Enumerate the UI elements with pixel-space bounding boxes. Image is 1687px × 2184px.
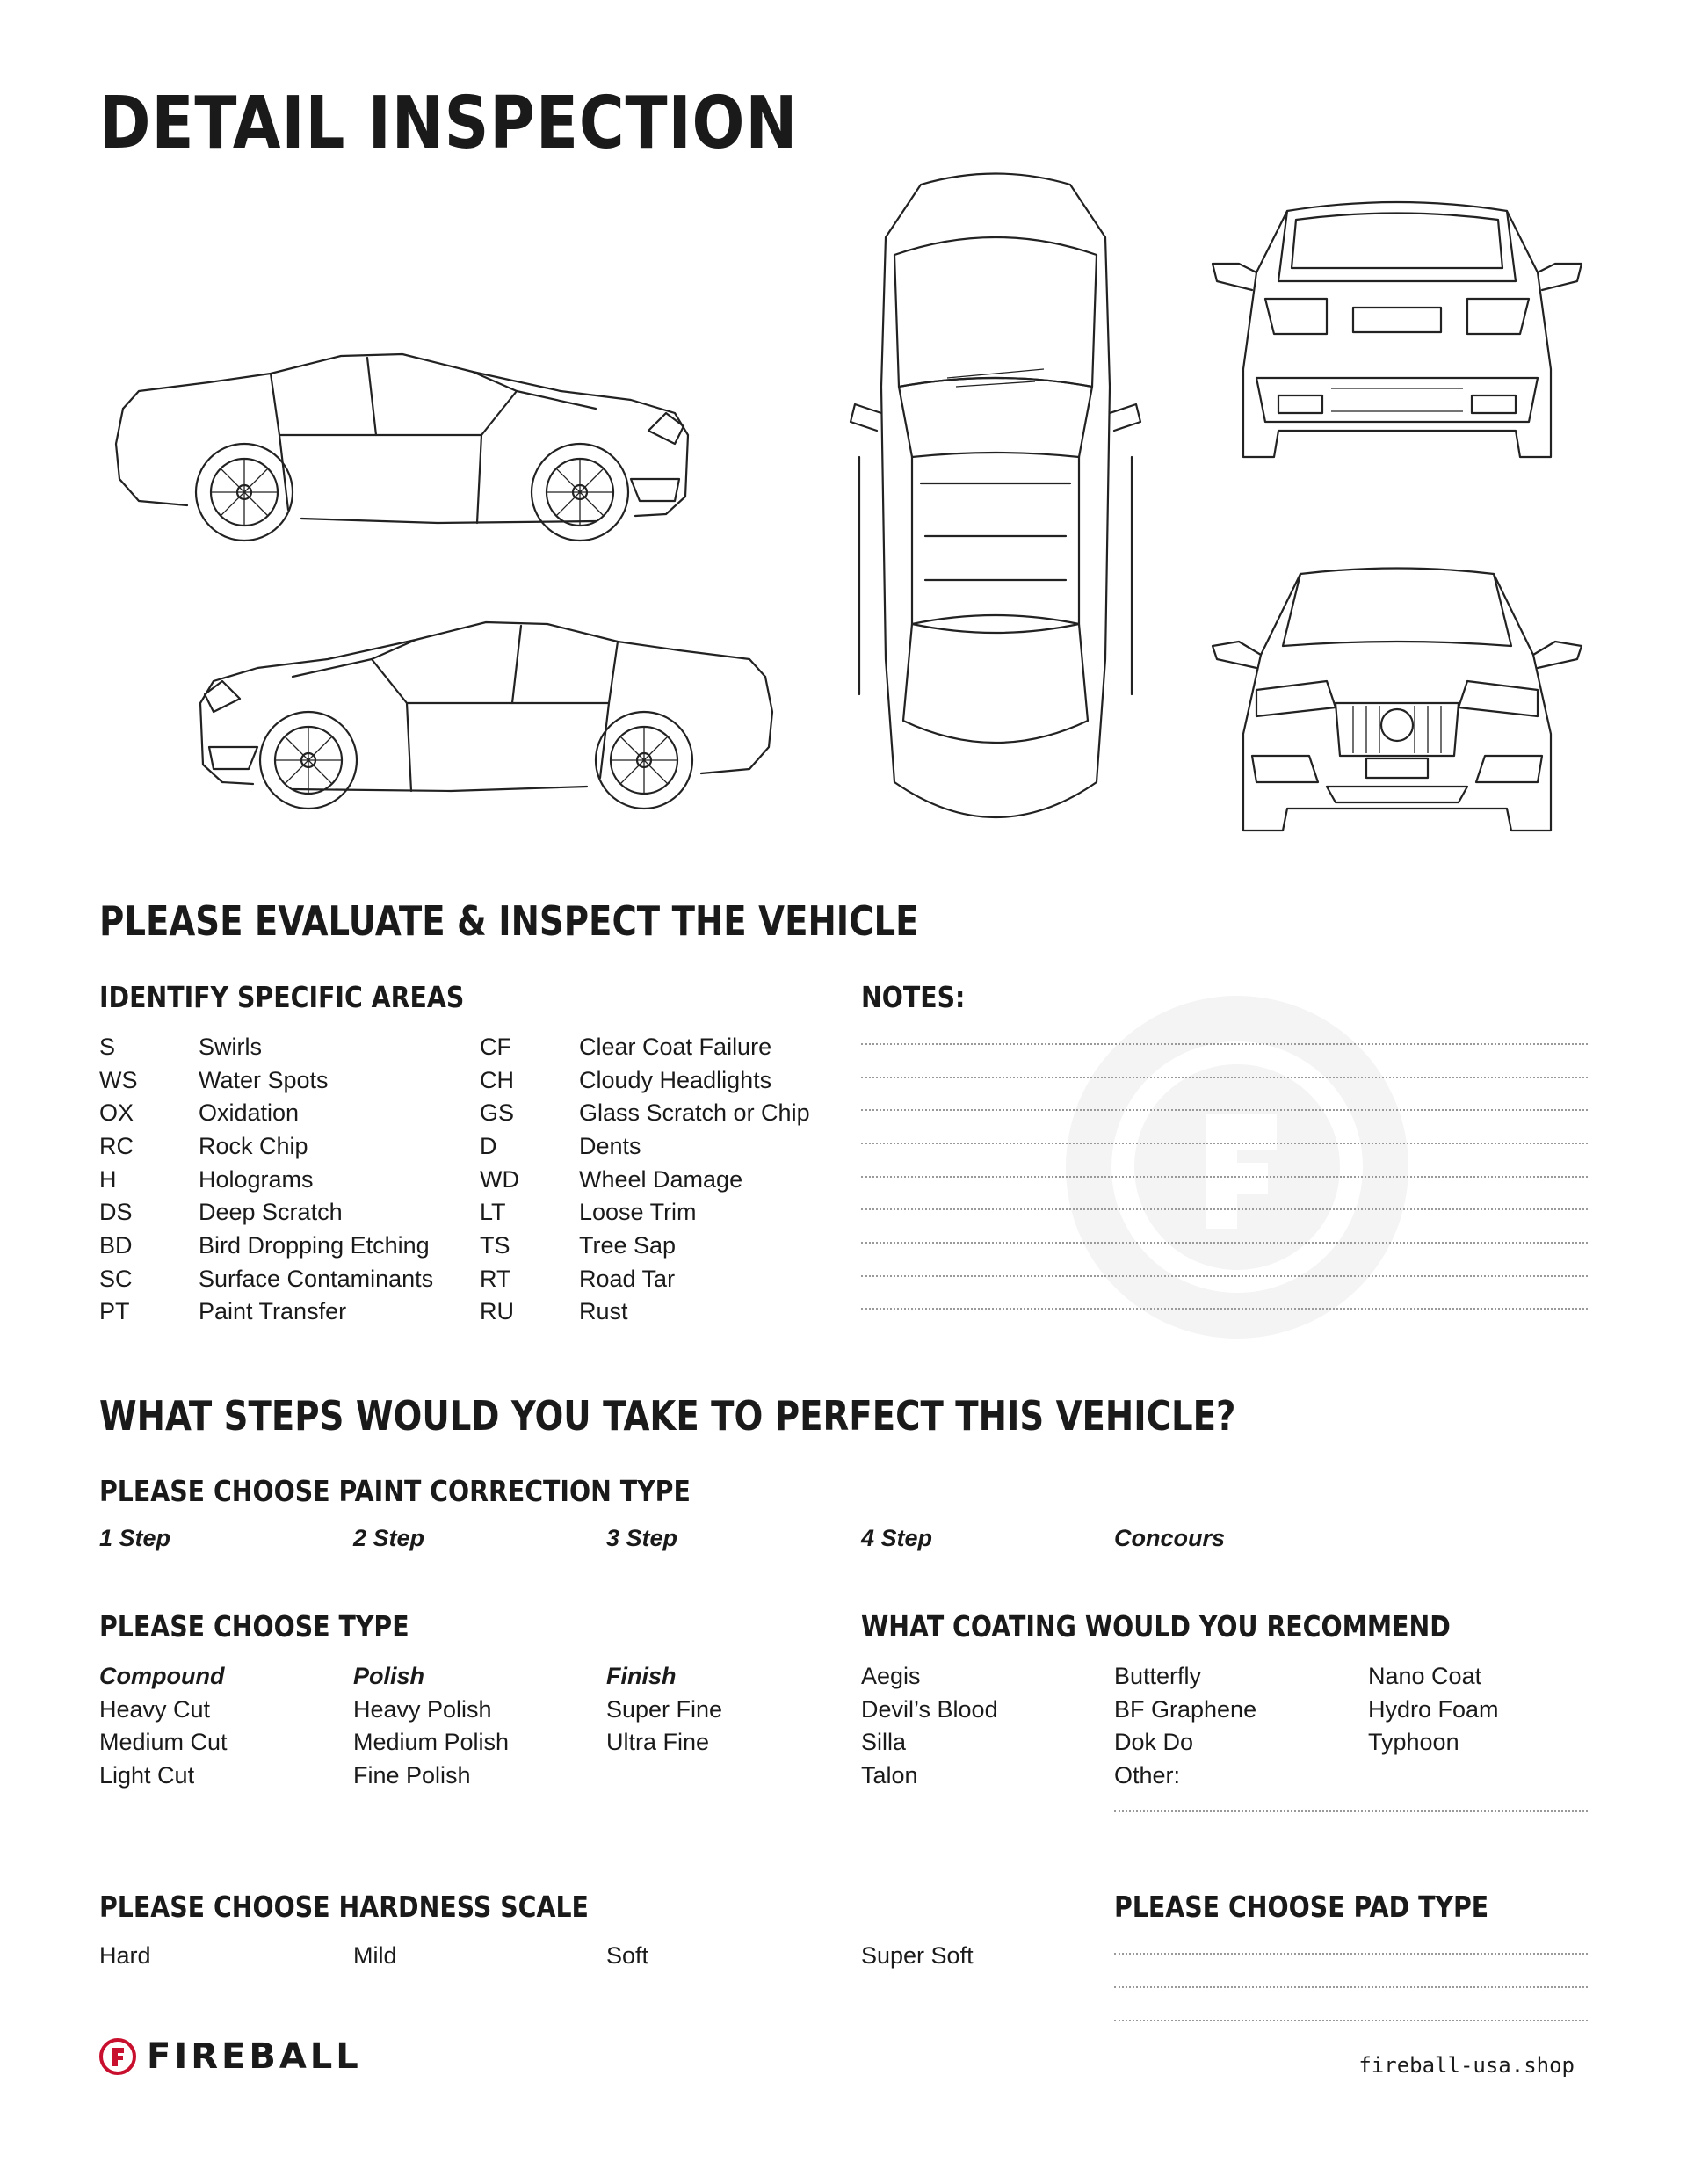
area-code: CH [480, 1067, 514, 1093]
area-code: S [99, 1034, 116, 1060]
hardness-option-mild[interactable]: Mild [353, 1942, 397, 1969]
hardness-heading: PLEASE CHOOSE HARDNESS SCALE [99, 1890, 589, 1924]
area-code: CF [480, 1034, 511, 1060]
notes-line[interactable] [861, 1176, 1588, 1178]
type-column-header: Finish [606, 1663, 677, 1689]
type-option[interactable]: Ultra Fine [606, 1729, 710, 1755]
pad-line[interactable] [1114, 2020, 1588, 2021]
notes-line[interactable] [861, 1308, 1588, 1310]
coating-option[interactable]: BF Graphene [1114, 1696, 1257, 1723]
area-code: PT [99, 1298, 130, 1324]
correction-option-2-step[interactable]: 2 Step [353, 1525, 425, 1551]
type-column-header: Compound [99, 1663, 225, 1689]
steps-heading: WHAT STEPS WOULD YOU TAKE TO PERFECT THIS VEHICLE? [99, 1392, 1236, 1440]
area-code: SC [99, 1266, 133, 1292]
notes-line[interactable] [861, 1109, 1588, 1111]
coating-option[interactable]: Butterfly [1114, 1663, 1202, 1689]
coating-other-label: Other: [1114, 1762, 1181, 1789]
hardness-option-soft[interactable]: Soft [606, 1942, 649, 1969]
evaluate-heading: PLEASE EVALUATE & INSPECT THE VEHICLE [99, 897, 919, 945]
coating-option[interactable]: Hydro Foam [1368, 1696, 1499, 1723]
pad-line[interactable] [1114, 1953, 1588, 1955]
type-heading: PLEASE CHOOSE TYPE [99, 1609, 409, 1643]
correction-option-3-step[interactable]: 3 Step [606, 1525, 678, 1551]
fireball-logo-icon [99, 2038, 136, 2075]
notes-line[interactable] [861, 1208, 1588, 1210]
area-code: WS [99, 1067, 138, 1093]
area-code: D [480, 1133, 497, 1159]
type-option[interactable]: Fine Polish [353, 1762, 471, 1789]
area-code: RT [480, 1266, 511, 1292]
area-code: RU [480, 1298, 514, 1324]
car-side-right-view [104, 347, 785, 558]
area-code: DS [99, 1199, 133, 1225]
notes-heading: NOTES: [861, 980, 966, 1014]
area-label: Bird Dropping Etching [199, 1232, 430, 1259]
area-code: BD [99, 1232, 133, 1259]
car-side-left-view [104, 615, 785, 826]
coating-option[interactable]: Nano Coat [1368, 1663, 1482, 1689]
area-code: GS [480, 1099, 515, 1126]
area-label: Surface Contaminants [199, 1266, 434, 1292]
area-label: Paint Transfer [199, 1298, 347, 1324]
area-label: Rust [579, 1298, 628, 1324]
area-label: Oxidation [199, 1099, 300, 1126]
car-top-view [842, 167, 1149, 844]
type-option[interactable]: Medium Polish [353, 1729, 510, 1755]
car-rear-view [1204, 193, 1590, 466]
areas-heading: IDENTIFY SPECIFIC AREAS [99, 980, 465, 1014]
type-option[interactable]: Medium Cut [99, 1729, 228, 1755]
correction-option-concours[interactable]: Concours [1114, 1525, 1226, 1551]
area-code: RC [99, 1133, 134, 1159]
area-code: H [99, 1166, 117, 1193]
coating-option[interactable]: Typhoon [1368, 1729, 1459, 1755]
type-option[interactable]: Heavy Cut [99, 1696, 211, 1723]
brand-name: FIREBALL [147, 2036, 362, 2077]
coating-option[interactable]: Silla [861, 1729, 907, 1755]
type-column-header: Polish [353, 1663, 425, 1689]
area-label: Wheel Damage [579, 1166, 743, 1193]
type-option[interactable]: Light Cut [99, 1762, 195, 1789]
notes-line[interactable] [861, 1043, 1588, 1045]
car-front-view [1204, 567, 1590, 839]
area-label: Water Spots [199, 1067, 329, 1093]
brand-logo [99, 2036, 362, 2077]
hardness-option-super-soft[interactable]: Super Soft [861, 1942, 974, 1969]
area-label: Tree Sap [579, 1232, 677, 1259]
coating-option[interactable]: Aegis [861, 1663, 921, 1689]
coating-option[interactable]: Dok Do [1114, 1729, 1194, 1755]
brand-url[interactable]: fireball-usa.shop [1358, 2053, 1575, 2078]
area-label: Glass Scratch or Chip [579, 1099, 810, 1126]
notes-line[interactable] [861, 1143, 1588, 1144]
coating-option[interactable]: Devil’s Blood [861, 1696, 998, 1723]
area-code: OX [99, 1099, 134, 1126]
coating-option[interactable]: Talon [861, 1762, 918, 1789]
area-label: Rock Chip [199, 1133, 308, 1159]
area-label: Holograms [199, 1166, 314, 1193]
area-label: Swirls [199, 1034, 262, 1060]
notes-line[interactable] [861, 1275, 1588, 1277]
area-label: Dents [579, 1133, 641, 1159]
notes-line[interactable] [861, 1077, 1588, 1078]
pad-heading: PLEASE CHOOSE PAD TYPE [1114, 1890, 1489, 1924]
page-title: DETAIL INSPECTION [99, 82, 799, 165]
type-option[interactable]: Super Fine [606, 1696, 723, 1723]
coating-heading: WHAT COATING WOULD YOU RECOMMEND [861, 1609, 1451, 1643]
area-code: WD [480, 1166, 519, 1193]
area-label: Deep Scratch [199, 1199, 343, 1225]
area-label: Loose Trim [579, 1199, 697, 1225]
correction-option-1-step[interactable]: 1 Step [99, 1525, 171, 1551]
area-label: Road Tar [579, 1266, 676, 1292]
area-label: Clear Coat Failure [579, 1034, 772, 1060]
area-code: LT [480, 1199, 506, 1225]
hardness-option-hard[interactable]: Hard [99, 1942, 151, 1969]
pad-line[interactable] [1114, 1986, 1588, 1988]
type-option[interactable]: Heavy Polish [353, 1696, 492, 1723]
correction-heading: PLEASE CHOOSE PAINT CORRECTION TYPE [99, 1474, 691, 1508]
area-code: TS [480, 1232, 510, 1259]
notes-line[interactable] [861, 1242, 1588, 1244]
coating-other-line[interactable] [1114, 1810, 1588, 1812]
area-label: Cloudy Headlights [579, 1067, 772, 1093]
correction-option-4-step[interactable]: 4 Step [861, 1525, 933, 1551]
